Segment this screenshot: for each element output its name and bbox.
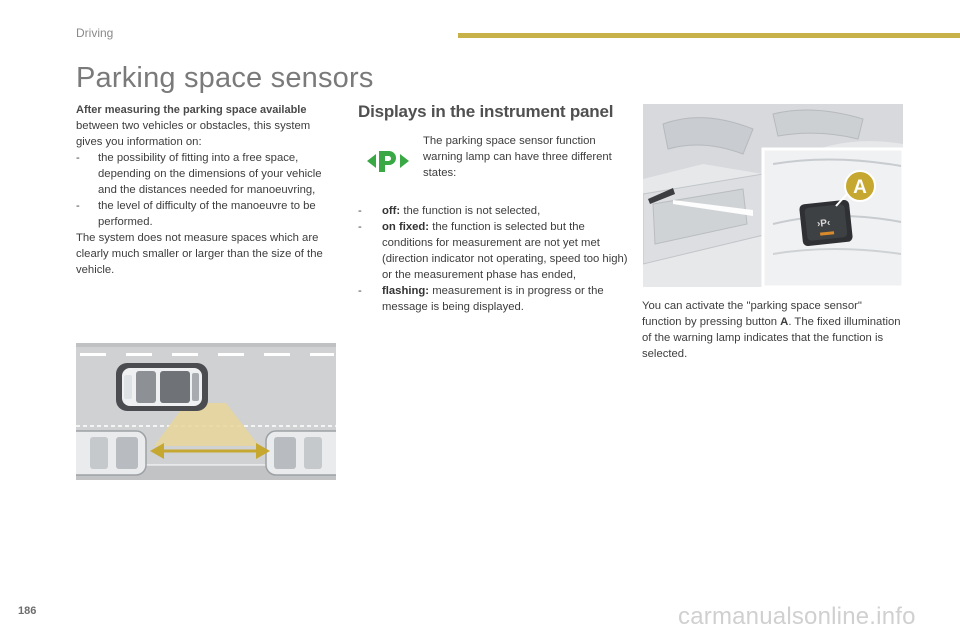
section-label: Driving <box>76 26 114 40</box>
page-title: Parking space sensors <box>76 62 374 94</box>
intro-column <box>76 102 338 278</box>
list-item: - on fixed: the function is selected but the conditions for measurement are not yet met (direction indicator not operating, speed too high) or the measurement phase has ended, <box>358 221 628 281</box>
page-number: 186 <box>18 605 37 617</box>
lamp-description: The parking space sensor function warning lamp can have three different states: <box>423 135 612 179</box>
header-accent-bar <box>458 33 960 38</box>
parking-sensor-lamp-icon <box>367 148 409 174</box>
watermark: carmanualsonline.info <box>678 603 916 630</box>
list-item: - off: the function is not selected, <box>358 205 541 217</box>
list-item: - the possibility of fitting into a free space, depending on the dimensions of your vehicle and the distances needed for manoeuvring, <box>76 152 322 196</box>
dashboard-button-illustration <box>643 104 903 287</box>
intro-lead: After measuring the parking space available <box>76 104 307 116</box>
parking-manoeuvre-illustration <box>76 343 336 480</box>
lamp-states-list <box>358 203 628 315</box>
displays-heading: Displays in the instrument panel <box>358 102 614 121</box>
svg-text:›P‹: ›P‹ <box>816 217 831 230</box>
activate-text: You can activate the "parking space sensor" function by pressing button A. The fixed illumination of the warning lamp indicates that the function is selected. <box>642 300 901 360</box>
list-item: - the level of difficulty of the manoeuvre to be performed. <box>76 200 316 228</box>
intro-line: between two vehicles or obstacles, this system gives you information on: <box>76 120 311 148</box>
list-item: - flashing: measurement is in progress or the message is being displayed. <box>358 285 604 313</box>
intro-closing: The system does not measure spaces which are clearly much smaller or larger than the size of the vehicle. <box>76 232 323 276</box>
callout-a-label: A <box>853 177 867 198</box>
